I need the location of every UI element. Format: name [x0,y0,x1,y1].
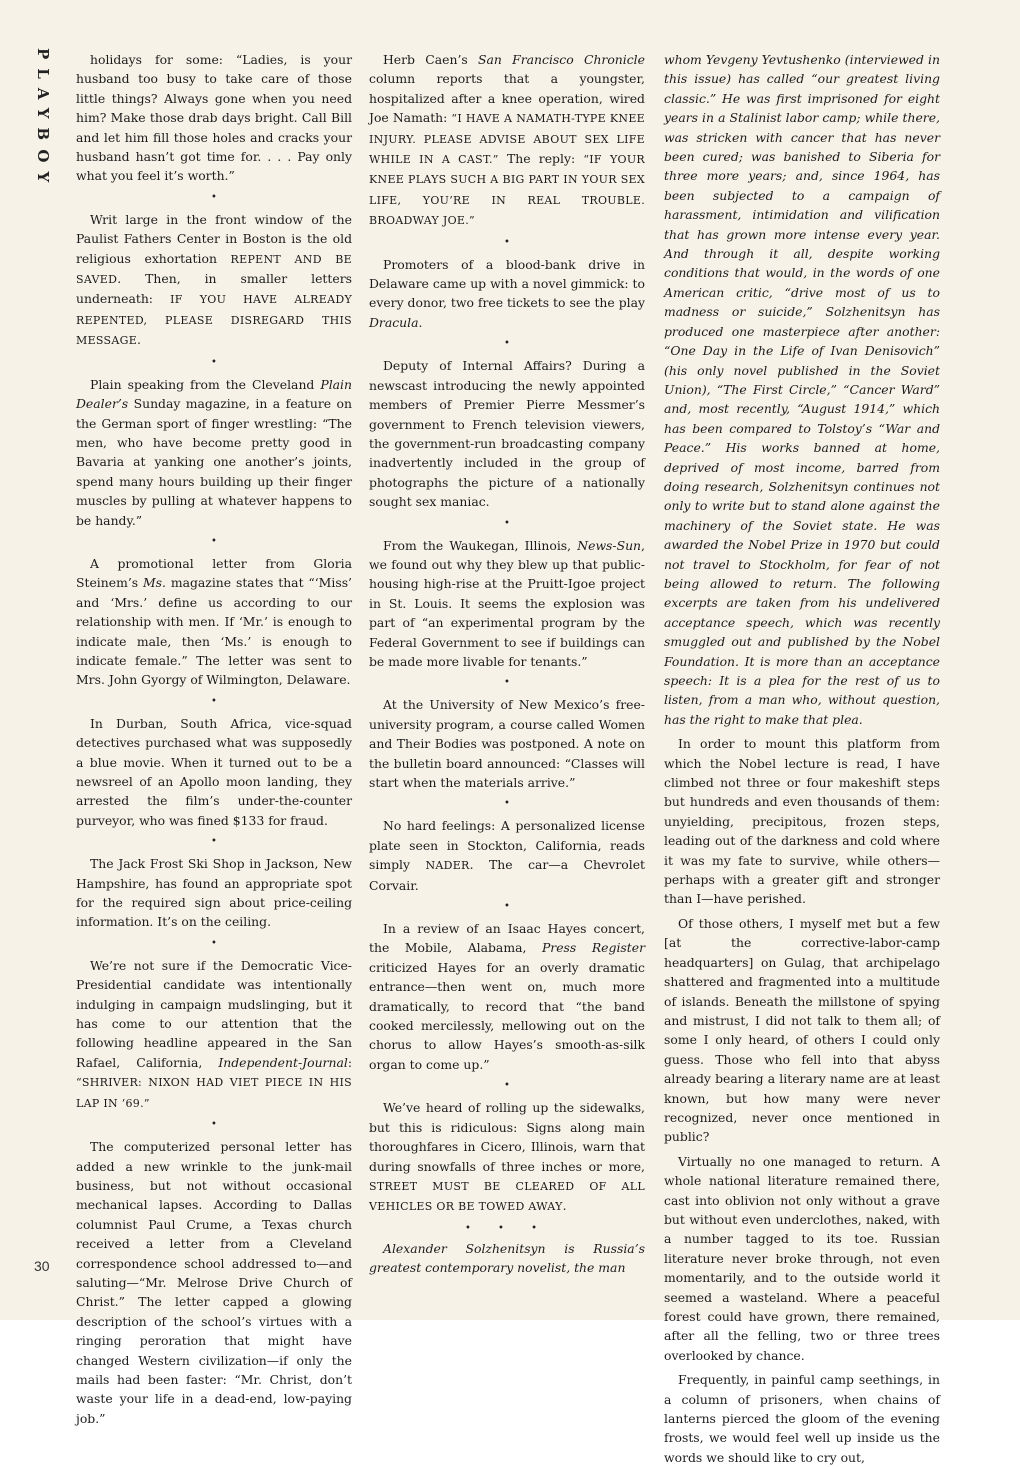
item-text: At the University of New Mexico’s free-university program, a course called Women and Their Bodies was postponed. A note on the bulletin board announced: “Classes will start when the materials arrive.” [369,697,645,790]
essay-paragraph: Virtually no one managed to return. A whole national literature remained there, cast into oblivion not only without a grave but without even underclothes, naked, with a number tagged to its toe. Russian literature never broke through, not even momentarily, and to the outside world it seemed a wasteland. Where a peaceful forest could have grown, there remained, after all the felling, two or three trees overlooked by chance. [664,1153,940,1363]
item-separator-bullet: • [211,836,217,848]
item-text: criticized Hayes for an overly dramatic entrance—then went on, much more dramatically, to record that “the band cooked mercilessly, mellowing out on the chorus to allow Hayes’s smooth-as-silk organ to come up.” [369,959,645,1072]
item-separator-bullet: • [211,695,217,707]
publication-name: Plain Dealer’s [76,376,352,412]
item-text: The computerized personal letter has added a new wrinkle to the junk-mail business, but not without occasional mechanical lapses. According to Dallas columnist Paul Crume, a Texas church received a letter from a Cleveland correspondence school addressed to—and saluting—“Mr. Melrose Drive Church of Christ.” The letter capped a glowing description of the school’s virtues with a ringing peroration that might have changed Western civilization—if only the mails had been faster: “Mr. Christ, don’t waste your life in a dead-end, low-paying job.” [76,1139,352,1426]
item-separator-bullet: • [504,236,510,248]
column-1 [76,50,352,1426]
item-text: . The car—a Chevrolet Corvair. [369,857,646,893]
item-separator-bullet: • [504,1080,510,1092]
essay-paragraph: Of those others, I myself met but a few [at the corrective-labor-camp headquarters] on Gulag, that archipelago shattered and fragmented into a multitude of islands. Beneath the millstone of spying and mistrust, I did not talk to them all; of some I only heard, of others I could only guess. Those who fell into that abyss already bearing a literary name are at least known, but how many were never recognized, never once mentioned in public? [664,915,940,1145]
news-item-durban [76,714,352,830]
quoted-sign-text: STREET MUST BE CLEARED OF ALL VEHICLES OR BE TOWED AWAY [369,1179,645,1214]
item-text: A promotional letter from Gloria Steinem’s [76,555,352,591]
solzhenitsyn-intro-start: Alexander Solzhenitsyn is Russia’s greatest contemporary novelist, the man [369,1240,645,1276]
publication-name: Ms. [142,575,166,591]
news-item-plain-dealer [76,375,352,530]
magazine-name: PLAYBOY [34,48,52,192]
news-item-junk-mail [76,1137,352,1428]
item-text: holidays for some: “Ladies, is your husband too busy to take care of those little things? Always gone when you need him? Make those drab days bright. Call Bill and let him fill those holes and cracks your husband hasn’t got time for. . . . Pay only what you feel it’s worth.” [76,52,352,184]
quoted-sign-text: NADER [425,859,470,873]
publication-name: San Francisco Chronicle [478,52,645,67]
item-text: Writ large in the front window of the Paulist Fathers Center in Boston is the old religious exhortation [76,211,352,266]
item-separator-bullet: • [504,901,510,913]
item-separator-bullet: • [504,517,510,529]
news-item-messmer [369,356,645,511]
quoted-sign-text: IF YOU HAVE ALREADY REPENTED, PLEASE DISREGARD THIS MESSAGE [76,293,352,348]
section-break: • • • [464,1222,550,1234]
news-item-isaac-hayes [369,919,645,1074]
column-3 [664,50,940,1465]
item-text: Sunday magazine, in a feature on the German sport of finger wrestling: “The men, who have become pretty good in Bavaria at yanking one another’s joints, spend many hours building up their finger muscles by pulling at whatever happens to be handy.” [76,396,352,528]
item-separator-bullet: • [504,677,510,689]
item-text: Herb Caen’s [383,52,479,67]
item-text: In Durban, South Africa, vice-squad detectives purchased what was supposedly a blue movie. When it turned out to be a newsreel of an Apollo moon landing, they arrested the film’s under-the-counter purveyor, who was fined $133 for fraud. [76,715,352,828]
item-separator-bullet: • [211,535,217,547]
item-text: The Jack Frost Ski Shop in Jackson, New Hampshire, has found an appropriate spot for the required sign about price-ceiling information. It’s on the ceiling. [76,856,352,930]
news-item-shriver [76,956,352,1113]
solzhenitsyn-intro: whom Yevgeny Yevtushenko (interviewed in this issue) has called “our greatest living classic.” He was first imprisoned for eight years in a Stalinist labor camp; while there, was stricken with cancer that has never been cured; was banished to Siberia for three more years; and, since 1964, has been subjected to a campaign of harassment, intimidation and vilification that has grown more intense every year. And through it all, despite working conditions that would, in the words of one American critic, “drive most of us to madness or suicide,” Solzhenitsyn has produced one masterpiece after another: “One Day in the Life of Ivan Denisovich” (his only novel published in the Soviet Union), “The First Circle,” “Cancer Ward” and, most recently, “August 1914,” which has been compared to Tolstoy’s “War and Peace.” His works banned at home, deprived of most income, barred from doing research, Solzhenitsyn continues not only to write but to stand alone against the machinery of the Soviet state. He was awarded the Nobel Prize in 1970 but could not travel to Stockholm, for fear of not being allowed to return. The following excerpts are taken from his undelivered acceptance speech, which was recently smuggled out and published by the Nobel Foundation. It is more than an acceptance speech: It is a plea for the rest of us to listen, from a man who, without question, has the right to make that plea. [664,52,940,727]
news-item-waukegan [369,536,645,672]
quoted-sign-text: REPENT AND BE SAVED [76,252,352,287]
item-text: No hard feelings: A personalized license plate seen in Stockton, California, reads simply [369,818,645,873]
item-separator-bullet: • [211,191,217,203]
essay-paragraph: In order to mount this platform from which the Nobel lecture is read, I have climbed not three or four makeshift steps but hundreds and even thousands of them: unyielding, precipitous, frozen steps, leading out of the darkness and cold where it was my fate to survive, while others—perhaps with a greater gift and stronger than I—have perished. [664,736,940,907]
quoted-sign-text: “IF YOUR KNEE PLAYS SUCH A BIG PART IN YOUR SEX LIFE, YOU’RE IN REAL TROUBLE. BROADWAY JOE.” [369,153,645,228]
item-text: magazine states that “‘Miss’ and ‘Mrs.’ define us according to our relationship with men. If ‘Mr.’ is enough to indicate male, then ‘Ms.’ is enough to indicate female.” The letter was sent to Mrs. John Gyorgy of Wilmington, Delaware. [76,575,352,688]
news-item-blood-bank [369,255,645,333]
item-separator-bullet: • [211,937,217,949]
publication-name: Independent-Journal [218,1054,348,1070]
news-item-cicero [369,1098,645,1216]
news-item-ladies [76,50,352,186]
item-text: . [137,332,141,348]
item-text: : [347,1054,352,1070]
quoted-sign-text: “SHRIVER: NIXON HAD VIET PIECE IN HIS LAP IN ’69.” [76,1076,352,1110]
news-item-new-mexico [369,695,645,792]
news-item-ms-magazine [76,554,352,690]
item-text: We’ve heard of rolling up the sidewalks, but this is ridiculous: Signs along main thoroughfares in Cicero, Illinois, warn that during snowfalls of three inches or more, [369,1100,645,1174]
item-text: We’re not sure if the Democratic Vice-Presidential candidate was intentionally indulging in campaign mudslinging, but it has come to our attention that the following headline appeared in the San Rafael, California, [76,957,352,1070]
publication-name: News-Sun [577,537,642,553]
essay-paragraph: Frequently, in painful camp seethings, in a column of prisoners, when chains of lanterns pierced the gloom of the evening frosts, we would feel well up inside us the words we should like to cry out, [664,1372,940,1465]
item-text: Deputy of Internal Affairs? During a newscast introducing the newly appointed members of Premier Pierre Messmer’s government to French television viewers, the government-run broadcasting company inadvertently included in the group of photographs the picture of a nationally sought sex maniac. [369,358,645,510]
quoted-sign-text: “I HAVE A NAMATH-TYPE KNEE INJURY. PLEASE ADVISE ABOUT SEX LIFE WHILE IN A CAST.” [369,112,645,167]
item-text: The reply: [498,151,584,167]
item-separator-bullet: • [504,798,510,810]
page-number: 30 [34,1258,50,1274]
item-separator-bullet: • [504,338,510,350]
item-text: Plain speaking from the Cleveland [90,376,321,392]
news-item-paulist [76,210,352,351]
news-item-jack-frost [76,854,352,932]
running-head [28,48,62,218]
item-text: . [418,314,423,330]
item-separator-bullet: • [211,1119,217,1131]
publication-name: Dracula [369,314,419,330]
news-item-namath [369,50,645,231]
column-2 [369,50,645,1290]
item-text: . [562,1198,567,1214]
item-separator-bullet: • [211,356,217,368]
item-text: . Then, in smaller letters underneath: [76,271,352,307]
item-text: In a review of an Isaac Hayes concert, the Mobile, Alabama, [369,921,645,956]
item-text: column reports that a youngster, hospitalized after a knee operation, wired Joe Namath: [369,71,645,126]
news-item-nader [369,816,645,895]
item-text: From the Waukegan, Illinois, [383,537,578,553]
item-text: , we found out why they blew up that public-housing high-rise at the Pruitt-Igoe project in St. Louis. It seems the explosion was part of “an experimental program by the Federal Government to see if buildings can be made more livable for tenants.” [369,537,645,669]
publication-name: Press Register [541,940,645,956]
item-text: Promoters of a blood-bank drive in Delaware came up with a novel gimmick: to every donor, two free tickets to see the play [369,256,645,311]
